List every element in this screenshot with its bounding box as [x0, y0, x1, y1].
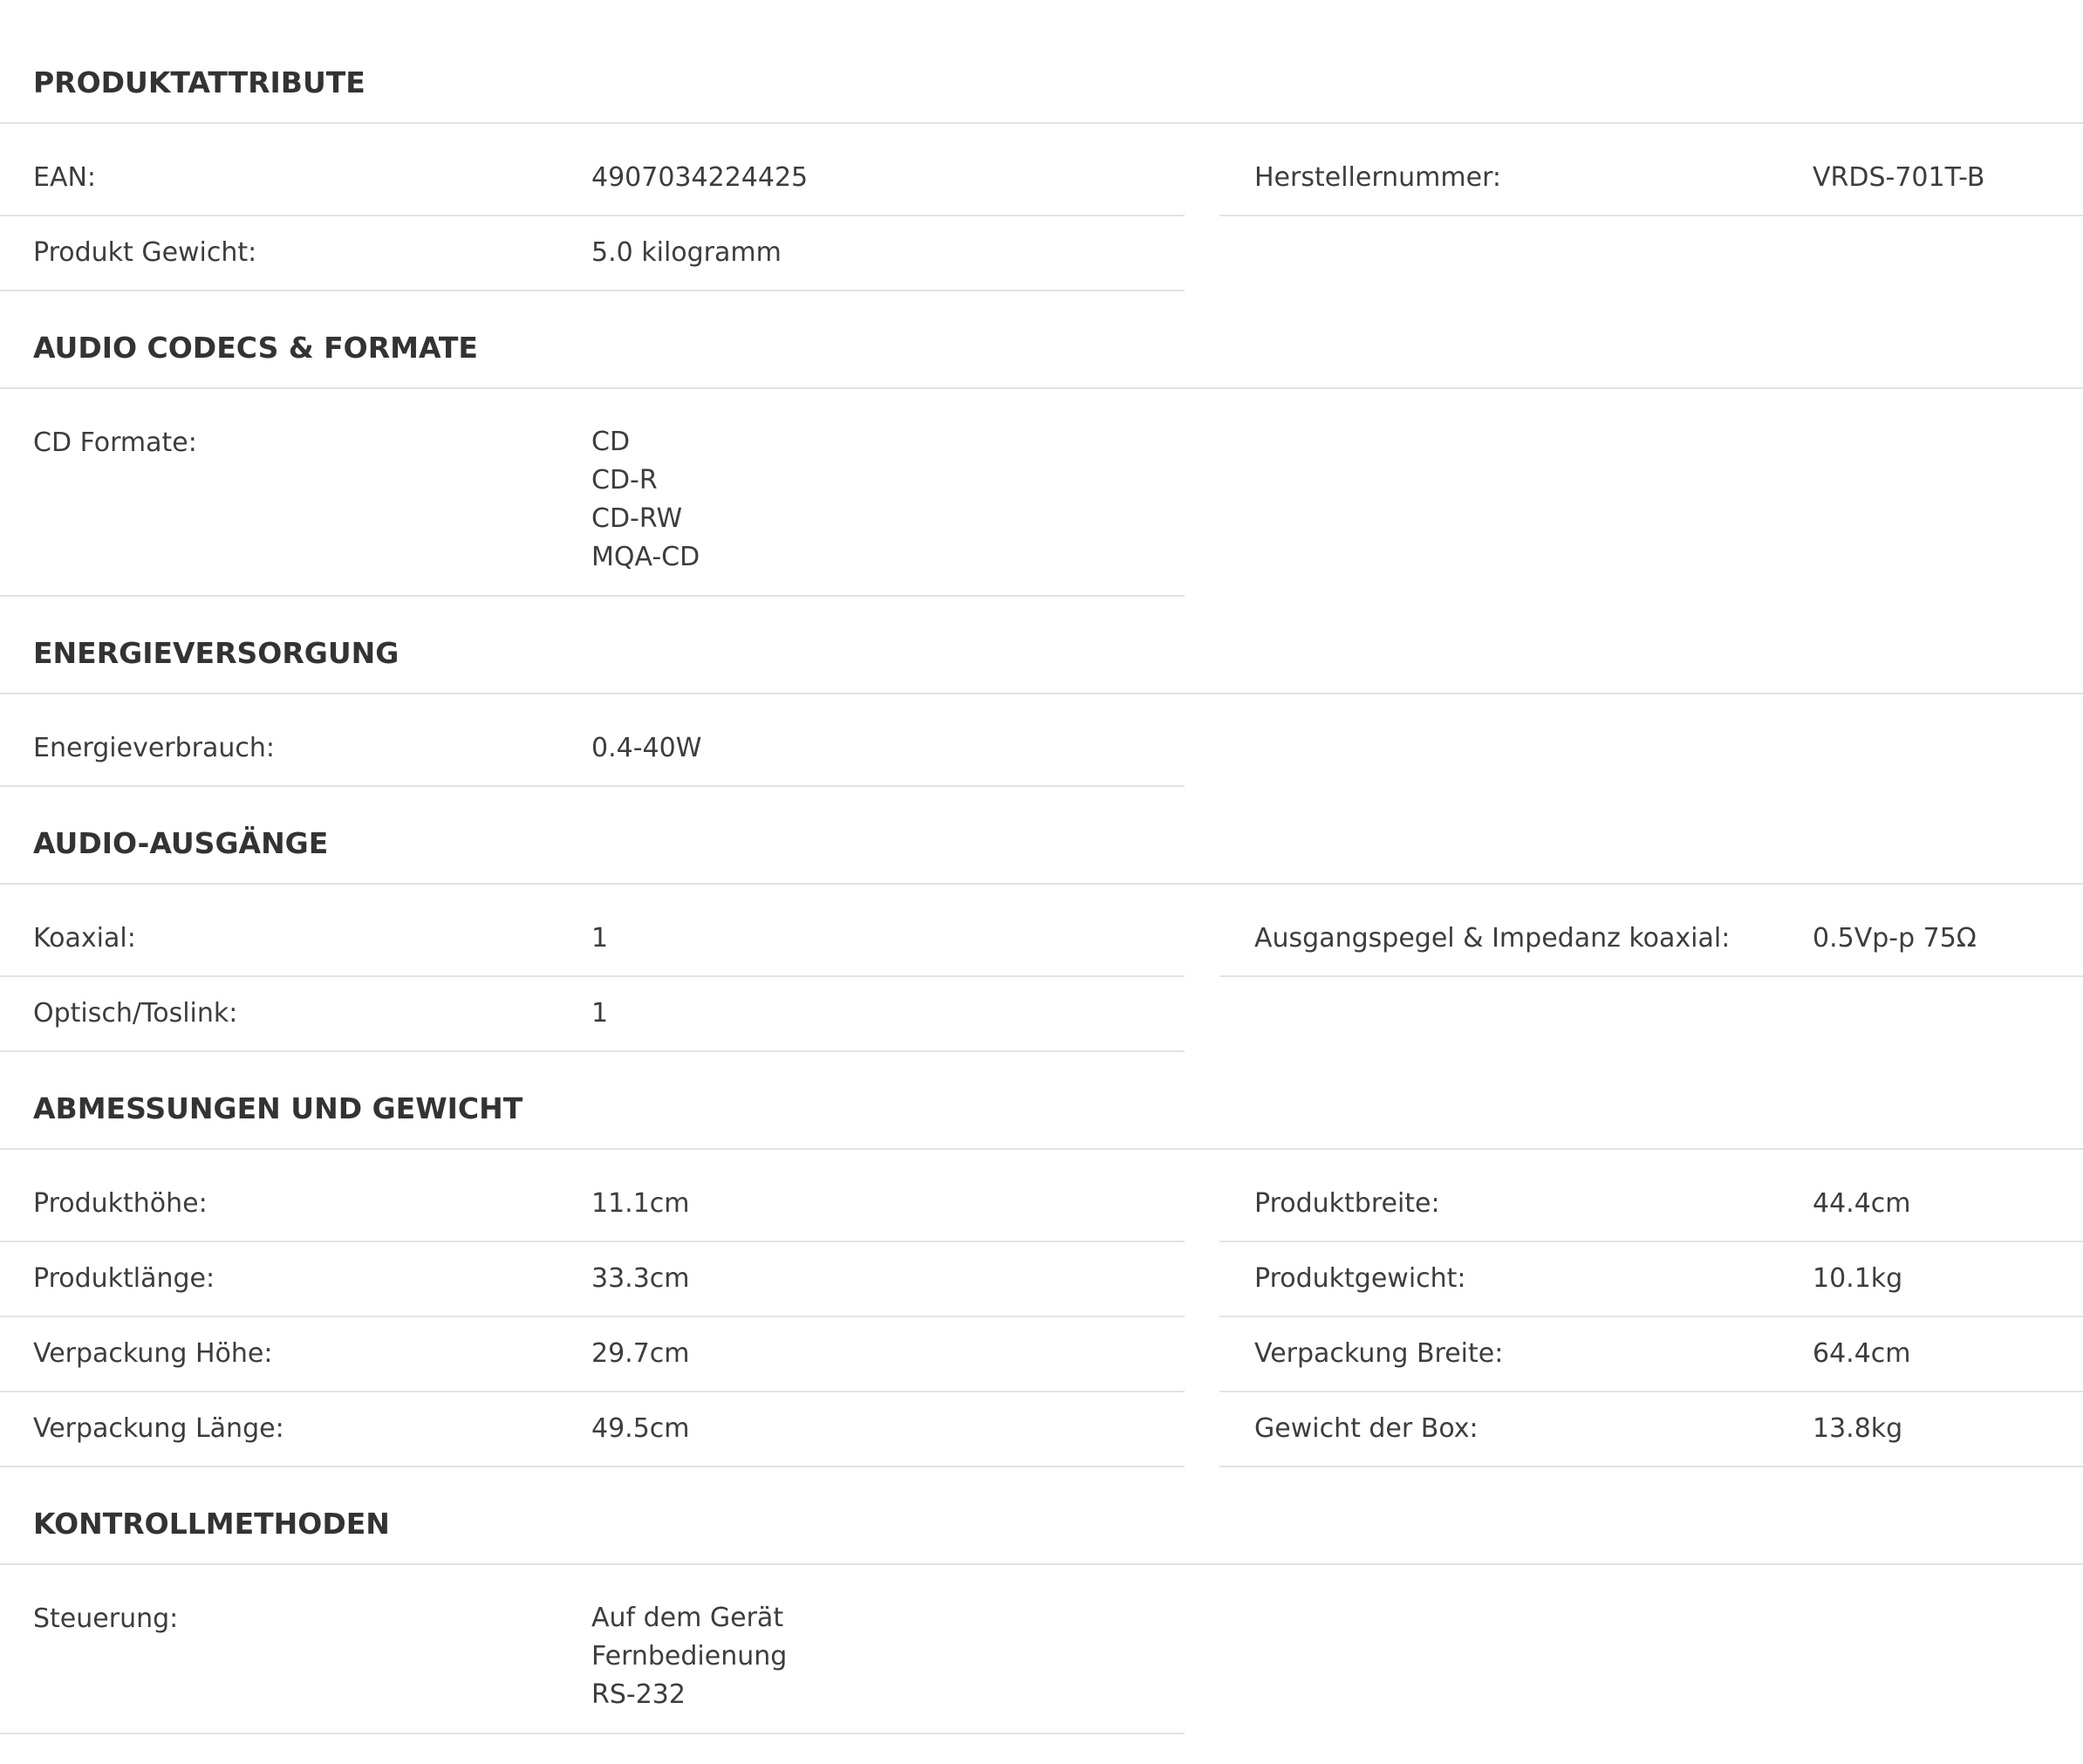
spec-label-verpackung-laenge: Verpackung Länge: [33, 1413, 284, 1444]
spec-value-cd-formate [591, 423, 700, 577]
cd-format-item: CD [591, 427, 631, 457]
section-header-produktattribute [0, 0, 2083, 124]
spec-value-ausgangspegel: 0.5Vp-p 75Ω [1813, 923, 1977, 954]
row-divider [1219, 1391, 2083, 1392]
section-title: ENERGIEVERSORGUNG [33, 636, 400, 670]
spec-label-cd-formate: CD Formate: [33, 427, 197, 458]
row-divider [1219, 215, 2083, 216]
spec-value-produktlaenge: 33.3cm [591, 1263, 690, 1294]
spec-value-produkthoehe: 11.1cm [591, 1188, 690, 1219]
row-divider [0, 1733, 1185, 1734]
row-divider [1219, 1241, 2083, 1242]
control-method-item: Auf dem Gerät [591, 1603, 784, 1633]
spec-label-verpackung-breite: Verpackung Breite: [1254, 1338, 1504, 1369]
spec-value-gewicht-box: 13.8kg [1813, 1413, 1903, 1444]
section-header-audio-ausgaenge [0, 787, 2083, 885]
spec-value-herstellernummer: VRDS-701T-B [1813, 162, 1985, 193]
spec-label-produktgewicht: Produktgewicht: [1254, 1263, 1466, 1294]
spec-label-ean: EAN: [33, 162, 97, 193]
spec-label-energieverbrauch: Energieverbrauch: [33, 733, 276, 763]
spec-label-gewicht: Produkt Gewicht: [33, 237, 257, 268]
spec-value-gewicht: 5.0 kilogramm [591, 237, 782, 268]
spec-value-verpackung-breite: 64.4cm [1813, 1338, 1911, 1369]
section-header-kontrollmethoden [0, 1467, 2083, 1565]
section-header-energieversorgung [0, 597, 2083, 694]
section-title: KONTROLLMETHODEN [33, 1507, 390, 1541]
row-divider [0, 975, 1185, 977]
row-divider [1219, 1316, 2083, 1317]
spec-value-produktbreite: 44.4cm [1813, 1188, 1911, 1219]
row-divider [0, 1241, 1185, 1242]
spec-label-produktbreite: Produktbreite: [1254, 1188, 1440, 1219]
spec-value-steuerung [591, 1599, 787, 1714]
section-title: PRODUKTATTRIBUTE [33, 65, 365, 99]
spec-label-verpackung-hoehe: Verpackung Höhe: [33, 1338, 273, 1369]
spec-label-koaxial: Koaxial: [33, 923, 136, 954]
row-divider [1219, 975, 2083, 977]
row-divider [0, 1316, 1185, 1317]
row-divider [0, 215, 1185, 216]
control-method-item: Fernbedienung [591, 1641, 788, 1672]
spec-label-ausgangspegel: Ausgangspegel & Impedanz koaxial: [1254, 923, 1731, 954]
row-divider [0, 1391, 1185, 1392]
spec-value-optisch: 1 [591, 998, 609, 1029]
spec-value-verpackung-laenge: 49.5cm [591, 1413, 690, 1444]
section-header-audio-codecs [0, 291, 2083, 389]
control-method-item: RS-232 [591, 1679, 686, 1710]
spec-label-produkthoehe: Produkthöhe: [33, 1188, 208, 1219]
spec-label-optisch: Optisch/Toslink: [33, 998, 238, 1029]
spec-label-steuerung: Steuerung: [33, 1603, 179, 1634]
cd-format-item: CD-R [591, 465, 658, 496]
spec-label-herstellernummer: Herstellernummer: [1254, 162, 1501, 193]
spec-value-ean: 4907034224425 [591, 162, 809, 193]
spec-value-verpackung-hoehe: 29.7cm [591, 1338, 690, 1369]
section-header-abmessungen [0, 1052, 2083, 1150]
section-title: AUDIO-AUSGÄNGE [33, 826, 329, 860]
spec-label-produktlaenge: Produktlänge: [33, 1263, 215, 1294]
spec-value-produktgewicht: 10.1kg [1813, 1263, 1903, 1294]
cd-format-item: CD-RW [591, 503, 683, 534]
spec-value-koaxial: 1 [591, 923, 609, 954]
spec-label-gewicht-box: Gewicht der Box: [1254, 1413, 1479, 1444]
cd-format-item: MQA-CD [591, 542, 700, 572]
section-title: ABMESSUNGEN UND GEWICHT [33, 1091, 523, 1125]
spec-value-energieverbrauch: 0.4-40W [591, 733, 702, 763]
section-title: AUDIO CODECS & FORMATE [33, 331, 478, 365]
